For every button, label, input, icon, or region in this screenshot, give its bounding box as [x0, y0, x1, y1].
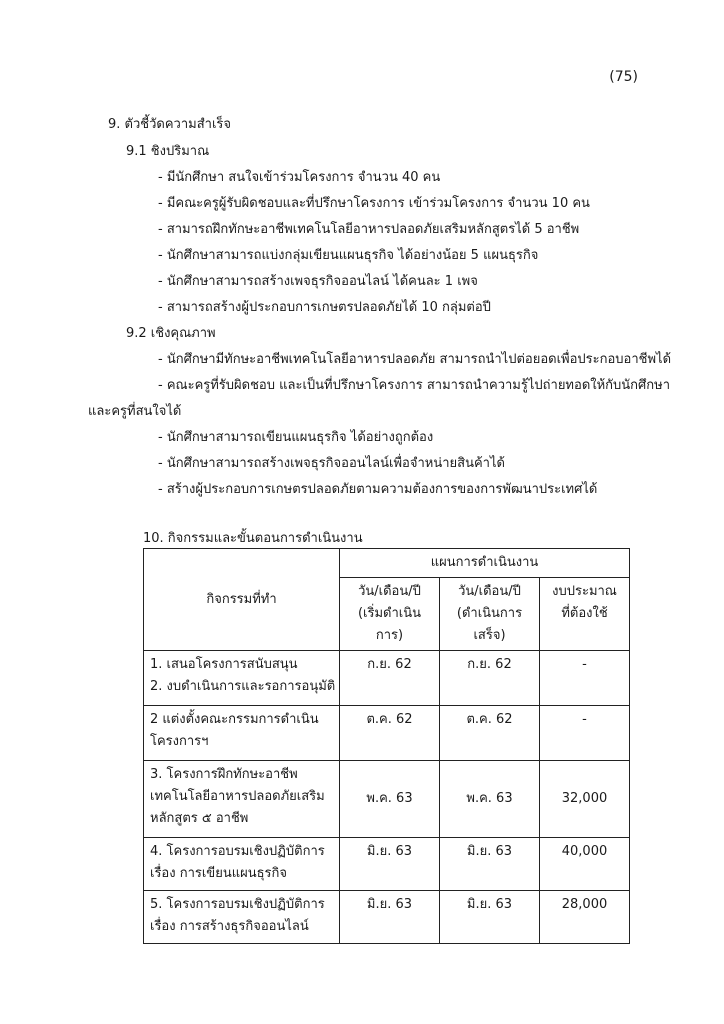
quantitative-item: - นักศึกษาสามารถสร้างเพจธุรกิจออนไลน์ ได้คนละ 1 เพจ	[158, 274, 478, 289]
qualitative-item: - คณะครูที่รับผิดชอบ และเป็นที่ปรึกษาโครงการ สามารถนำความรู้ไปถ่ายทอดให้กับนักศึกษา	[158, 378, 671, 393]
section-9-heading: 9. ตัวชี้วัดความสำเร็จ	[108, 117, 231, 132]
start-date-header	[340, 578, 440, 651]
activity-header: กิจกรรมที่ทำ	[144, 549, 340, 651]
start-date-cell: ก.ย. 62	[340, 651, 440, 706]
activity-cell	[144, 891, 340, 944]
start-date-cell: ต.ค. 62	[340, 706, 440, 761]
start-date-cell: มิ.ย. 63	[340, 891, 440, 944]
page-number: (75)	[609, 69, 638, 85]
budget-cell: -	[540, 651, 630, 706]
quantitative-heading: 9.1 ชิงปริมาณ	[126, 144, 210, 159]
start-date-header-line1: วัน/เดือน/ปี	[358, 584, 421, 599]
end-date-header-line1: วัน/เดือน/ปี	[458, 584, 521, 599]
activity-line: หลักสูตร ๕ อาชีพ	[150, 811, 249, 826]
activity-line: โครงการฯ	[150, 734, 209, 749]
start-date-cell: พ.ค. 63	[340, 761, 440, 838]
budget-header-line1: งบประมาณ	[552, 584, 617, 599]
end-date-cell: ต.ค. 62	[440, 706, 540, 761]
start-date-cell: มิ.ย. 63	[340, 838, 440, 891]
quantitative-item: - นักศึกษาสามารถแบ่งกลุ่มเขียนแผนธุรกิจ ได้อย่างน้อย 5 แผนธุรกิจ	[158, 248, 539, 263]
activity-line: 5. โครงการอบรมเชิงปฏิบัติการ	[150, 897, 325, 912]
end-date-cell: มิ.ย. 63	[440, 891, 540, 944]
activity-line: เรื่อง การสร้างธุรกิจออนไลน์	[150, 919, 309, 934]
budget-header-line2: ที่ต้องใช้	[561, 606, 608, 621]
qualitative-heading: 9.2 เชิงคุณภาพ	[126, 326, 216, 341]
table-row	[144, 838, 630, 891]
qualitative-item: - นักศึกษาสามารถสร้างเพจธุรกิจออนไลน์เพื่อจำหน่ายสินค้าได้	[158, 456, 505, 471]
budget-cell: 28,000	[540, 891, 630, 944]
activity-cell	[144, 838, 340, 891]
qualitative-item: - นักศึกษามีทักษะอาชีพเทคโนโลยีอาหารปลอดภัย สามารถนำไปต่อยอดเพื่อประกอบอาชีพได้	[158, 352, 672, 367]
table-row	[144, 651, 630, 706]
end-date-cell: มิ.ย. 63	[440, 838, 540, 891]
activity-cell	[144, 651, 340, 706]
activity-line: 4. โครงการอบรมเชิงปฏิบัติการ	[150, 844, 325, 859]
end-date-header-line2: (ดำเนินการเสร็จ)	[456, 606, 523, 643]
budget-cell: 40,000	[540, 838, 630, 891]
end-date-cell: พ.ค. 63	[440, 761, 540, 838]
table-row	[144, 891, 630, 944]
budget-cell: 32,000	[540, 761, 630, 838]
activity-line: 2. งบดำเนินการและรอการอนุมัติ	[150, 679, 336, 694]
quantitative-item: - สามารถสร้างผู้ประกอบการเกษตรปลอดภัยได้ 10 กลุ่มต่อปี	[158, 300, 491, 315]
table-row	[144, 706, 630, 761]
activity-cell	[144, 706, 340, 761]
activity-cell	[144, 761, 340, 838]
end-date-header	[440, 578, 540, 651]
start-date-header-line2: (เริ่มดำเนินการ)	[357, 606, 422, 643]
activity-line: เทคโนโลยีอาหารปลอดภัยเสริม	[150, 789, 325, 804]
qualitative-item: - สร้างผู้ประกอบการเกษตรปลอดภัยตามความต้องการของการพัฒนาประเทศได้	[158, 482, 598, 497]
budget-cell: -	[540, 706, 630, 761]
activity-line: 1. เสนอโครงการสนับสนุน	[150, 657, 298, 672]
table-row	[144, 761, 630, 838]
quantitative-item: - สามารถฝึกทักษะอาชีพเทคโนโลยีอาหารปลอดภัยเสริมหลักสูตรได้ 5 อาชีพ	[158, 222, 580, 237]
quantitative-item: - มีนักศึกษา สนใจเข้าร่วมโครงการ จำนวน 40 คน	[158, 170, 441, 185]
plan-group-header: แผนการดำเนินงาน	[340, 549, 630, 578]
activity-line: 2 แต่งตั้งคณะกรรมการดำเนิน	[150, 712, 319, 727]
quantitative-item: - มีคณะครูผู้รับผิดชอบและที่ปรึกษาโครงการ เข้าร่วมโครงการ จำนวน 10 คน	[158, 196, 590, 211]
table-header-row	[144, 549, 630, 578]
budget-header	[540, 578, 630, 651]
section-10-heading: 10. กิจกรรมและขั้นตอนการดำเนินงาน	[143, 531, 363, 546]
activity-line: 3. โครงการฝึกทักษะอาชีพ	[150, 767, 298, 782]
end-date-cell: ก.ย. 62	[440, 651, 540, 706]
qualitative-item-continuation: และครูที่สนใจได้	[88, 404, 182, 419]
operation-plan-table	[143, 548, 630, 944]
qualitative-item: - นักศึกษาสามารถเขียนแผนธุรกิจ ได้อย่างถูกต้อง	[158, 430, 434, 445]
activity-line: เรื่อง การเขียนแผนธุรกิจ	[150, 866, 287, 881]
